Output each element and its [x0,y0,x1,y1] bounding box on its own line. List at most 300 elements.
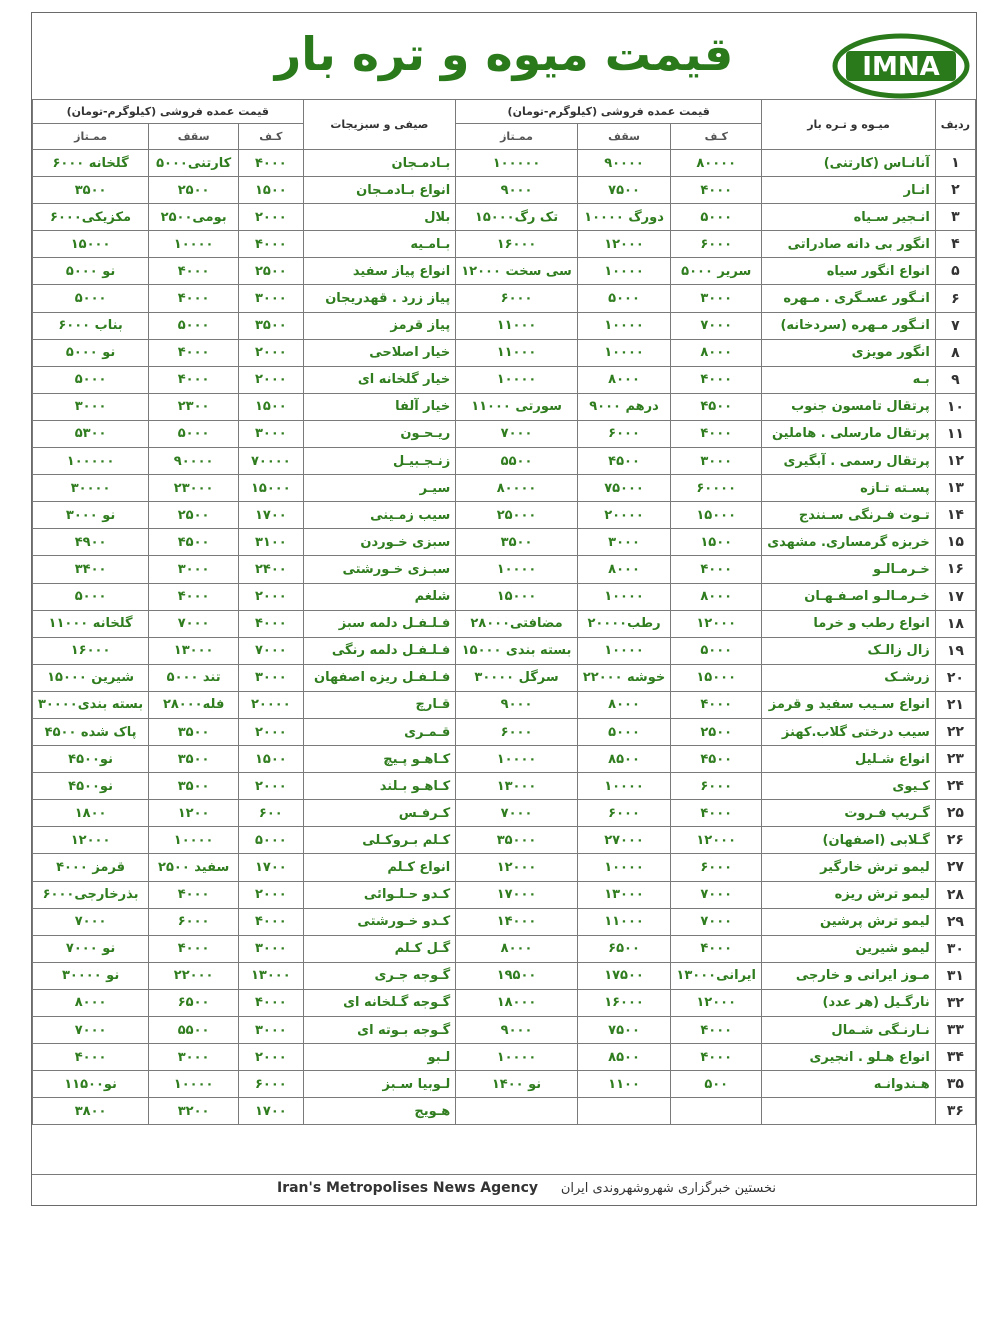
row-number: ۱۳ [935,475,975,502]
fruit-name: خـرمـالـو [762,556,936,583]
vegetable-name: پیاز زرد . قهدریجان [303,285,456,312]
vegetable-min-price: ۲۵۰۰ [239,258,303,285]
fruit-max-price: ۱۰۰۰۰ [577,637,670,664]
fruit-premium-price: ۳۵۰۰۰ [456,827,578,854]
row-number: ۱۹ [935,637,975,664]
table-row [33,1071,976,1098]
fruit-name: خربزه گرمساری. مشهدی [762,529,936,556]
fruit-name: انـگور عسـگری . مـهره [762,285,936,312]
vegetable-name: پیاز قرمز [303,312,456,339]
vegetable-max-price: ۵۵۰۰ [149,1017,239,1044]
row-number: ۳۱ [935,962,975,989]
vegetable-name: گـوجه بـوته ای [303,1017,456,1044]
fruit-name: زال زالـک [762,637,936,664]
fruit-premium-price: سی سخت ۱۲۰۰۰ [456,258,578,285]
vegetable-premium-price: نو۴۵۰۰ [33,773,149,800]
row-number: ۵ [935,258,975,285]
vegetables-premium-header: ممـتاز [33,124,149,150]
vegetable-premium-price: ۸۰۰۰ [33,989,149,1016]
fruit-name: انواع هـلو . انجیری [762,1044,936,1071]
row-number: ۲۱ [935,691,975,718]
vegetable-premium-price: بسته بندی۳۰۰۰۰ [33,691,149,718]
fruit-min-price: ۴۰۰۰ [671,935,762,962]
vegetable-max-price: ۴۰۰۰ [149,258,239,285]
vegetable-premium-price: پاک شده ۴۵۰۰ [33,718,149,745]
vegetable-premium-price: نو ۳۰۰۰ [33,502,149,529]
row-number: ۱۰ [935,393,975,420]
table-row [33,231,976,258]
logo-text: IMNA [862,52,940,82]
row-number: ۱۷ [935,583,975,610]
fruit-premium-price [456,1098,578,1125]
fruit-premium-price: ۶۰۰۰ [456,718,578,745]
fruit-name: لیمو ترش ریزه [762,881,936,908]
vegetable-premium-price: بناب ۶۰۰۰ [33,312,149,339]
table-row [33,366,976,393]
fruit-premium-price: ۱۷۰۰۰ [456,881,578,908]
vegetable-name: کـلم بـروکـلی [303,827,456,854]
vegetable-max-price: ۴۰۰۰ [149,339,239,366]
vegetable-max-price: ۲۵۰۰ [149,177,239,204]
vegetable-max-price: ۲۳۰۰۰ [149,475,239,502]
vegetable-premium-price: ۱۶۰۰۰ [33,637,149,664]
table-row [33,339,976,366]
fruit-premium-price: ۹۰۰۰ [456,177,578,204]
table-row [33,908,976,935]
footer-persian-tagline: نخستین خبرگزاری شهروشهروندی ایران [560,1181,776,1196]
fruit-max-price: ۸۰۰۰ [577,691,670,718]
vegetable-max-price: ۱۰۰۰۰ [149,231,239,258]
fruit-max-price: ۱۰۰۰۰ [577,854,670,881]
vegetable-max-price: ۴۰۰۰ [149,935,239,962]
vegetable-max-price: ۴۰۰۰ [149,285,239,312]
table-row [33,312,976,339]
fruits-header: میـوه و تـره بار [762,100,936,150]
row-number: ۳۴ [935,1044,975,1071]
fruit-max-price: ۸۵۰۰ [577,746,670,773]
fruit-max-price: ۶۵۰۰ [577,935,670,962]
imna-logo [832,33,970,99]
fruit-name: نـارنـگی شـمال [762,1017,936,1044]
row-number: ۱۵ [935,529,975,556]
vegetable-premium-price: ۳۰۰۰ [33,393,149,420]
vegetable-premium-price: نو ۵۰۰۰ [33,339,149,366]
vegetable-name: کـرفـس [303,800,456,827]
fruit-name [762,1098,936,1125]
fruit-min-price: ۱۲۰۰۰ [671,610,762,637]
fruit-min-price: ۴۵۰۰ [671,746,762,773]
vegetable-name: قـمـری [303,718,456,745]
fruit-name: انواع انگور سیاه [762,258,936,285]
table-row [33,962,976,989]
fruit-premium-price: ۶۰۰۰ [456,285,578,312]
vegetable-max-price: ۶۵۰۰ [149,989,239,1016]
fruit-min-price: ۱۲۰۰۰ [671,989,762,1016]
vegetable-min-price: ۲۰۰۰ [239,583,303,610]
fruit-name: پرتقال مارسلی . هاملین [762,420,936,447]
row-number: ۱۸ [935,610,975,637]
table-row [33,1044,976,1071]
fruit-min-price: ۶۰۰۰ [671,773,762,800]
row-number: ۳۶ [935,1098,975,1125]
vegetable-min-price: ۴۰۰۰ [239,989,303,1016]
table-row [33,935,976,962]
vegetable-max-price: ۱۳۰۰۰ [149,637,239,664]
fruit-min-price: ۶۰۰۰ [671,231,762,258]
fruit-premium-price: ۸۰۰۰ [456,935,578,962]
vegetable-name: سیب زمـینی [303,502,456,529]
vegetable-name: شلغم [303,583,456,610]
fruit-premium-price: ۱۵۰۰۰ [456,583,578,610]
vegetable-min-price: ۳۵۰۰ [239,312,303,339]
vegetable-name: بـامـیه [303,231,456,258]
vegetable-min-price: ۶۰۰ [239,800,303,827]
fruit-min-price: ۱۵۰۰ [671,529,762,556]
table-row [33,150,976,177]
row-number: ۷ [935,312,975,339]
fruit-min-price: ۱۵۰۰۰ [671,502,762,529]
fruit-name: لیمو شیرین [762,935,936,962]
fruit-premium-price: ۱۱۰۰۰ [456,312,578,339]
fruit-name: تـوت فـرنگی سـنندج [762,502,936,529]
price-sheet [31,12,977,1206]
vegetable-name: کـاهـو بـلند [303,773,456,800]
vegetable-min-price: ۱۷۰۰ [239,502,303,529]
row-number: ۱۱ [935,420,975,447]
row-number: ۴ [935,231,975,258]
table-row [33,285,976,312]
vegetables-max-header: سقف [149,124,239,150]
fruit-min-price: ۲۵۰۰ [671,718,762,745]
fruit-name: لیمو ترش خارگیر [762,854,936,881]
fruit-max-price: ۸۰۰۰ [577,366,670,393]
fruit-max-price: ۷۵۰۰۰ [577,475,670,502]
vegetable-name: انواع پیاز سفید [303,258,456,285]
vegetable-min-price: ۷۰۰۰ [239,637,303,664]
fruit-name: انـجیر سـیاه [762,204,936,231]
fruit-min-price: ۴۰۰۰ [671,420,762,447]
vegetable-name: انواع کـلم [303,854,456,881]
footer [32,1174,976,1205]
vegetable-max-price: کارتنی۵۰۰۰ [149,150,239,177]
vegetable-name: سیـر [303,475,456,502]
table-row [33,177,976,204]
fruit-min-price: ۸۰۰۰۰ [671,150,762,177]
fruit-premium-price: سورتی ۱۱۰۰۰ [456,393,578,420]
vegetable-max-price: ۳۰۰۰ [149,1044,239,1071]
fruit-min-price: ۵۰۰۰ [671,204,762,231]
vegetable-name: فـلـفـل دلمه سبز [303,610,456,637]
vegetable-max-price: ۲۳۰۰ [149,393,239,420]
vegetable-premium-price: ۳۵۰۰ [33,177,149,204]
row-number-header: ردیف [935,100,975,150]
vegetable-name: لـبو [303,1044,456,1071]
vegetable-min-price: ۱۷۰۰ [239,854,303,881]
fruit-name: بـه [762,366,936,393]
fruit-name: گـریپ فـروت [762,800,936,827]
fruit-max-price: ۱۷۵۰۰ [577,962,670,989]
fruit-premium-price: ۸۰۰۰۰ [456,475,578,502]
fruit-max-price: ۸۵۰۰ [577,1044,670,1071]
vegetable-premium-price: نو ۵۰۰۰ [33,258,149,285]
fruit-min-price: ۷۰۰۰ [671,908,762,935]
vegetable-max-price: ۳۵۰۰ [149,718,239,745]
table-row [33,556,976,583]
vegetable-min-price: ۱۳۰۰۰ [239,962,303,989]
vegetable-min-price: ۳۰۰۰ [239,285,303,312]
vegetable-max-price: فله۲۸۰۰۰ [149,691,239,718]
fruit-min-price: ۵۰۰۰ [671,637,762,664]
fruit-name: نارگـیل (هر عدد) [762,989,936,1016]
vegetable-premium-price: نو ۳۰۰۰۰ [33,962,149,989]
fruit-premium-price: ۲۵۰۰۰ [456,502,578,529]
vegetable-min-price: ۲۰۰۰ [239,773,303,800]
vegetable-min-price: ۲۴۰۰ [239,556,303,583]
fruit-premium-price: ۱۹۵۰۰ [456,962,578,989]
vegetable-name: گـوجه جـری [303,962,456,989]
vegetable-premium-price: ۵۰۰۰ [33,583,149,610]
row-number: ۱۶ [935,556,975,583]
fruit-name: گـلابی (اصفهان) [762,827,936,854]
fruit-max-price: ۱۳۰۰۰ [577,881,670,908]
row-number: ۱۴ [935,502,975,529]
vegetable-premium-price: ۷۰۰۰ [33,908,149,935]
table-row [33,502,976,529]
fruit-max-price: ۸۰۰۰ [577,556,670,583]
row-number: ۱۲ [935,448,975,475]
row-number: ۳ [935,204,975,231]
fruit-min-price: ۴۰۰۰ [671,800,762,827]
vegetable-max-price: ۷۰۰۰ [149,610,239,637]
vegetable-min-price: ۱۵۰۰ [239,177,303,204]
table-row [33,881,976,908]
vegetable-min-price: ۶۰۰۰ [239,1071,303,1098]
fruit-premium-price: ۳۵۰۰ [456,529,578,556]
row-number: ۲۶ [935,827,975,854]
table-row [33,204,976,231]
row-number: ۶ [935,285,975,312]
fruit-min-price: ۶۰۰۰ [671,854,762,881]
vegetable-max-price: بومی۲۵۰۰ [149,204,239,231]
vegetable-max-price: ۲۵۰۰ [149,502,239,529]
fruit-max-price: ۷۵۰۰ [577,177,670,204]
row-number: ۱ [935,150,975,177]
vegetable-name: کـدو خـورشتی [303,908,456,935]
fruit-max-price: ۹۰۰۰۰ [577,150,670,177]
fruit-min-price: ۴۰۰۰ [671,691,762,718]
vegetable-max-price: ۵۰۰۰ [149,420,239,447]
row-number: ۲ [935,177,975,204]
table-row [33,827,976,854]
vegetable-min-price: ۳۰۰۰ [239,664,303,691]
table-row [33,718,976,745]
vegetable-premium-price: ۳۴۰۰ [33,556,149,583]
fruit-premium-price: سرگل ۳۰۰۰۰ [456,664,578,691]
fruit-premium-price: ۱۰۰۰۰ [456,366,578,393]
fruit-min-price [671,1098,762,1125]
vegetable-min-price: ۴۰۰۰ [239,908,303,935]
vegetable-min-price: ۳۰۰۰ [239,420,303,447]
vegetable-name: ریـحـون [303,420,456,447]
vegetable-name: بلال [303,204,456,231]
fruit-min-price: ۴۵۰۰ [671,393,762,420]
fruit-premium-price: ۱۱۰۰۰ [456,339,578,366]
fruit-max-price: رطب۲۰۰۰۰ [577,610,670,637]
vegetable-name: انواع بـادمـجان [303,177,456,204]
fruit-max-price: ۱۰۰۰۰ [577,258,670,285]
vegetable-min-price: ۱۵۰۰۰ [239,475,303,502]
fruit-min-price: ۵۰۰ [671,1071,762,1098]
fruit-max-price: ۱۱۰۰۰ [577,908,670,935]
fruit-max-price: ۱۰۰۰۰ [577,583,670,610]
table-row [33,1017,976,1044]
vegetable-min-price: ۱۷۰۰ [239,1098,303,1125]
table-row [33,854,976,881]
fruit-max-price: ۱۲۰۰۰ [577,231,670,258]
vegetable-max-price: ۹۰۰۰۰ [149,448,239,475]
table-row [33,583,976,610]
table-row [33,637,976,664]
vegetable-name: خیار اصلاحی [303,339,456,366]
vegetables-min-header: کـف [239,124,303,150]
fruit-premium-price: ۱۸۰۰۰ [456,989,578,1016]
vegetable-premium-price: ۱۲۰۰۰ [33,827,149,854]
vegetable-premium-price: ۱۰۰۰۰۰ [33,448,149,475]
fruit-name: انواع سـیب سفید و قرمز [762,691,936,718]
vegetable-premium-price: گلخانه ۶۰۰۰ [33,150,149,177]
vegetable-max-price: ۱۰۰۰۰ [149,1071,239,1098]
fruit-min-price: ۴۰۰۰ [671,177,762,204]
fruit-min-price: سریر ۵۰۰۰ [671,258,762,285]
fruit-max-price: خوشه ۲۲۰۰۰ [577,664,670,691]
fruit-name: هـندوانـه [762,1071,936,1098]
vegetable-min-price: ۲۰۰۰ [239,718,303,745]
vegetable-premium-price: بذرخارجی۶۰۰۰ [33,881,149,908]
fruit-max-price: ۵۰۰۰ [577,718,670,745]
vegetable-max-price: ۴۵۰۰ [149,529,239,556]
table-row [33,691,976,718]
row-number: ۸ [935,339,975,366]
fruit-name: انواع شـلیل [762,746,936,773]
fruit-name: مـوز ایرانی و خارجی [762,962,936,989]
vegetable-min-price: ۳۰۰۰ [239,935,303,962]
fruit-name: انگور مویزی [762,339,936,366]
fruit-name: انـار [762,177,936,204]
vegetable-min-price: ۴۰۰۰ [239,150,303,177]
fruit-min-price: ایرانی۱۳۰۰۰ [671,962,762,989]
vegetable-max-price: ۳۵۰۰ [149,773,239,800]
fruit-premium-price: ۱۶۰۰۰ [456,231,578,258]
fruit-premium-price: مضافتی۲۸۰۰۰ [456,610,578,637]
fruit-premium-price: ۱۴۰۰۰ [456,908,578,935]
fruit-max-price: ۷۵۰۰ [577,1017,670,1044]
fruit-name: آنانـاس (کارتنی) [762,150,936,177]
fruit-name: پسـته تـازه [762,475,936,502]
fruit-min-price: ۱۵۰۰۰ [671,664,762,691]
fruit-name: زرشـک [762,664,936,691]
vegetable-name: بـادمـجان [303,150,456,177]
fruit-max-price: ۱۰۰۰۰ [577,773,670,800]
vegetable-premium-price: ۴۰۰۰ [33,1044,149,1071]
table-row [33,529,976,556]
row-number: ۲۵ [935,800,975,827]
row-number: ۲۰ [935,664,975,691]
vegetable-premium-price: ۳۸۰۰ [33,1098,149,1125]
vegetable-min-price: ۵۰۰۰ [239,827,303,854]
fruit-name: پرتقال رسمی . آبگیری [762,448,936,475]
vegetable-min-price: ۲۰۰۰ [239,339,303,366]
vegetable-name: لـوبیا سـبز [303,1071,456,1098]
fruit-max-price: ۵۰۰۰ [577,285,670,312]
fruit-name: انواع رطب و خرما [762,610,936,637]
vegetable-name: خیار گلخانه ای [303,366,456,393]
fruit-premium-price: ۱۳۰۰۰ [456,773,578,800]
vegetable-name: خیار آلفا [303,393,456,420]
table-row [33,800,976,827]
row-number: ۲۹ [935,908,975,935]
fruit-premium-price: ۱۰۰۰۰ [456,746,578,773]
vegetable-min-price: ۲۰۰۰ [239,1044,303,1071]
fruit-premium-price: تک رگ۱۵۰۰۰ [456,204,578,231]
row-number: ۲۴ [935,773,975,800]
fruit-name: پرتقال تامسون جنوب [762,393,936,420]
vegetable-premium-price: ۱۸۰۰ [33,800,149,827]
fruit-max-price: ۲۰۰۰۰ [577,502,670,529]
row-number: ۲۷ [935,854,975,881]
fruit-max-price: ۴۵۰۰ [577,448,670,475]
vegetable-max-price: ۵۰۰۰ [149,312,239,339]
fruit-max-price: ۶۰۰۰ [577,420,670,447]
vegetable-max-price: ۱۰۰۰۰ [149,827,239,854]
vegetable-min-price: ۷۰۰۰۰ [239,448,303,475]
vegetable-min-price: ۳۰۰۰ [239,1017,303,1044]
fruit-min-price: ۸۰۰۰ [671,339,762,366]
fruit-premium-price: بسته بندی ۱۵۰۰۰ [456,637,578,664]
vegetable-max-price: سفید ۲۵۰۰ [149,854,239,881]
vegetable-max-price: ۶۰۰۰ [149,908,239,935]
fruit-max-price [577,1098,670,1125]
fruit-name: کـیوی [762,773,936,800]
vegetable-premium-price: ۱۵۰۰۰ [33,231,149,258]
vegetable-name: سبـزی خـورشتی [303,556,456,583]
row-number: ۳۳ [935,1017,975,1044]
fruit-premium-price: ۵۵۰۰ [456,448,578,475]
fruit-premium-price: نو ۱۴۰۰ [456,1071,578,1098]
vegetable-premium-price: ۳۰۰۰۰ [33,475,149,502]
vegetable-max-price: ۱۲۰۰ [149,800,239,827]
vegetable-max-price: ۴۰۰۰ [149,366,239,393]
vegetable-max-price: تند ۵۰۰۰ [149,664,239,691]
row-number: ۳۵ [935,1071,975,1098]
vegetable-premium-price: نو ۷۰۰۰ [33,935,149,962]
table-row [33,448,976,475]
fruit-min-price: ۴۰۰۰ [671,366,762,393]
fruits-min-header: کـف [671,124,762,150]
row-number: ۲۳ [935,746,975,773]
table-row [33,773,976,800]
vegetable-name: گـوجه گـلخانه ای [303,989,456,1016]
fruit-premium-price: ۱۰۰۰۰ [456,556,578,583]
vegetable-min-price: ۱۵۰۰ [239,746,303,773]
row-number: ۳۲ [935,989,975,1016]
fruit-name: خـرمـالـو اصـفـهـان [762,583,936,610]
fruit-min-price: ۷۰۰۰ [671,312,762,339]
vegetable-max-price: ۴۰۰۰ [149,881,239,908]
fruit-min-price: ۴۰۰۰ [671,1017,762,1044]
vegetable-min-price: ۲۰۰۰ [239,881,303,908]
row-number: ۲۸ [935,881,975,908]
vegetable-premium-price: شیرین ۱۵۰۰۰ [33,664,149,691]
